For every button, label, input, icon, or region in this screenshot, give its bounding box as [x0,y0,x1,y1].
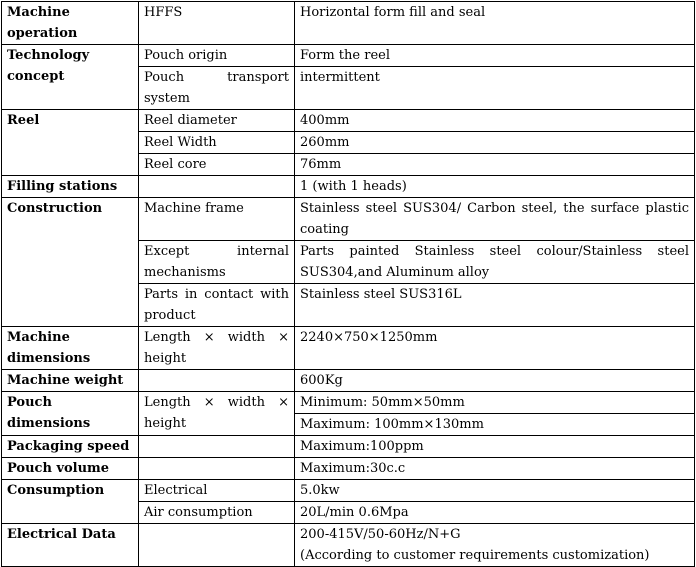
sub-label-line: system [144,91,190,106]
row-label: Consumption [2,480,139,524]
sub-label-line: mechanisms [144,265,226,280]
table-row [2,198,695,241]
row-label: Packaging speed [2,436,139,458]
table-row [2,2,695,45]
row-label: Pouch dimensions [2,392,139,436]
row-sub-label: Reel Width [139,132,295,154]
table-row [2,436,695,458]
row-value: Maximum:30c.c [295,458,695,480]
table-row [2,458,695,480]
row-label: Machine operation [2,2,139,45]
sub-label-line: Length × width × [144,330,289,345]
value-line: (According to customer requirements customization) [300,548,650,563]
row-label: Technology concept [2,45,139,110]
row-value: 76mm [295,154,695,176]
row-sub-label [139,458,295,480]
row-sub-label: Parts in contact with product [139,284,295,327]
sub-label-line: Length × width × [144,395,289,410]
row-value: Stainless steel SUS316L [295,284,695,327]
table-row [2,327,695,370]
row-value: 20L/min 0.6Mpa [295,502,695,524]
table-row [2,45,695,67]
row-label: Electrical Data [2,524,139,567]
row-value: Parts painted Stainless steel colour/Stainless steel SUS304,and Aluminum alloy [295,241,695,284]
row-label: Filling stations [2,176,139,198]
row-value: 2240×750×1250mm [295,327,695,370]
row-value: 400mm [295,110,695,132]
row-sub-label [139,524,295,567]
row-sub-label: Electrical [139,480,295,502]
row-value: intermittent [295,67,695,110]
row-sub-label [139,436,295,458]
table-row [2,480,695,502]
row-value: Maximum:100ppm [295,436,695,458]
row-sub-label: Reel diameter [139,110,295,132]
table-row [2,176,695,198]
row-label: Pouch volume [2,458,139,480]
row-value: Horizontal form fill and seal [295,2,695,45]
row-sub-label: HFFS [139,2,295,45]
row-value: Minimum: 50mm×50mm [295,392,695,414]
row-sub-label [139,370,295,392]
row-value: 1 (with 1 heads) [295,176,695,198]
row-label: Reel [2,110,139,176]
row-sub-label [139,176,295,198]
sub-label-line: height [144,416,187,431]
sub-label-line: height [144,351,187,366]
row-sub-label: Machine frame [139,198,295,241]
row-label: Machine dimensions [2,327,139,370]
row-label: Machine weight [2,370,139,392]
table-row [2,370,695,392]
row-value: Form the reel [295,45,695,67]
row-sub-label [139,327,295,370]
row-sub-label [139,67,295,110]
row-label: Construction [2,198,139,327]
row-sub-label [139,392,295,436]
row-value: 260mm [295,132,695,154]
row-value [295,524,695,567]
value-line: 200-415V/50-60Hz/N+G [300,527,461,542]
spec-table [1,1,695,567]
table-row [2,110,695,132]
row-value: Maximum: 100mm×130mm [295,414,695,436]
row-value: 5.0kw [295,480,695,502]
row-sub-label: Pouch origin [139,45,295,67]
row-sub-label: Reel core [139,154,295,176]
row-value: Stainless steel SUS304/ Carbon steel, the surface plastic coating [295,198,695,241]
row-sub-label [139,241,295,284]
sub-label-line: Pouch transport [144,70,289,85]
table-row [2,392,695,414]
row-sub-label: Air consumption [139,502,295,524]
sub-label-line: Except internal [144,244,289,259]
row-value: 600Kg [295,370,695,392]
table-row [2,524,695,567]
